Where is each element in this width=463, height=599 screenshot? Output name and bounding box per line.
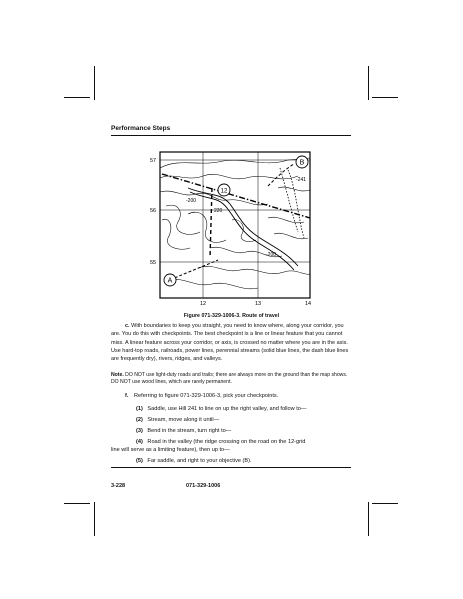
- step-lead: f.: [125, 393, 129, 399]
- point-b-label: B: [299, 159, 305, 167]
- contour-label: 220: [214, 208, 223, 214]
- note-text: DO NOT use light-duty roads and trails; there are always more on the ground than the map shows. DO NOT use wood lines, which are rarely permanent.: [111, 372, 348, 385]
- easting-label: 12: [199, 301, 207, 307]
- footer-rule: [111, 467, 351, 468]
- note-label: Note.: [111, 372, 124, 378]
- route-map: [148, 148, 318, 308]
- step-f: [125, 392, 353, 400]
- substep-text: Road in the valley (the ridge crossing on the road on the 12-grid: [147, 439, 306, 445]
- substep: [136, 438, 356, 446]
- contour-label: -200: [186, 198, 197, 204]
- substep-number: (1): [136, 406, 143, 412]
- hill-label: -241: [296, 177, 307, 183]
- crop-mark: [372, 503, 398, 504]
- northing-label: 55: [150, 260, 157, 266]
- substep-number: (5): [136, 458, 143, 464]
- substep-number: (4): [136, 439, 143, 445]
- substep: [136, 427, 353, 435]
- contour-label: -200: [266, 252, 277, 258]
- crop-mark: [368, 502, 369, 536]
- figure-caption: Figure 071-329-1006-3. Route of travel: [183, 313, 280, 319]
- substep-text: Far saddle, and right to your objective (B).: [147, 458, 252, 464]
- checkpoint-label: 12: [220, 188, 228, 195]
- step-text: Referring to figure 071-329-1006-3, pick your checkpoints.: [133, 393, 279, 399]
- substep-text: Bend in the stream, turn right to—: [147, 428, 232, 434]
- easting-label: 14: [304, 301, 312, 307]
- easting-label: 13: [254, 301, 262, 307]
- paragraph-c: [111, 322, 353, 363]
- paragraph-lead: c.: [125, 323, 130, 329]
- crop-mark: [94, 66, 95, 100]
- substep-number: (3): [136, 428, 143, 434]
- crop-mark: [94, 502, 95, 536]
- substep-text: Stream, move along it until—: [147, 417, 220, 423]
- paragraph-text: With boundaries to keep you straight, you need to know where, along your corridor, you are. You do this with checkpoints. The best checkpoint is a line or linear feature that you cannot miss. A linear feature across your corridor, or axis, is crossed no matter where you are in the axis. Use hard-top roads, railroads, power lines, perennial streams (solid blue lines, the dash blue lines are frequently dry), rivers, ridges, and valleys.: [111, 323, 349, 363]
- substep-continuation: line will serve as a limiting feature), then up to—: [111, 447, 230, 453]
- crop-mark: [64, 97, 90, 98]
- substep-text: Saddle, use Hill 241 to line on up the right valley, and follow to—: [147, 406, 307, 412]
- substep: [136, 416, 353, 424]
- crop-mark: [372, 97, 398, 98]
- page-number: 3-228: [111, 483, 126, 489]
- section-header: Performance Steps: [111, 125, 171, 132]
- crop-mark: [368, 66, 369, 100]
- task-number: 071-329-1006: [186, 483, 221, 489]
- northing-label: 56: [150, 208, 157, 214]
- header-rule: [111, 135, 351, 136]
- note: [111, 372, 353, 386]
- substep: [136, 457, 353, 465]
- substep: [136, 405, 353, 413]
- substep-number: (2): [136, 417, 143, 423]
- northing-label: 57: [150, 158, 157, 164]
- crop-mark: [64, 503, 90, 504]
- point-a-label: A: [167, 277, 173, 285]
